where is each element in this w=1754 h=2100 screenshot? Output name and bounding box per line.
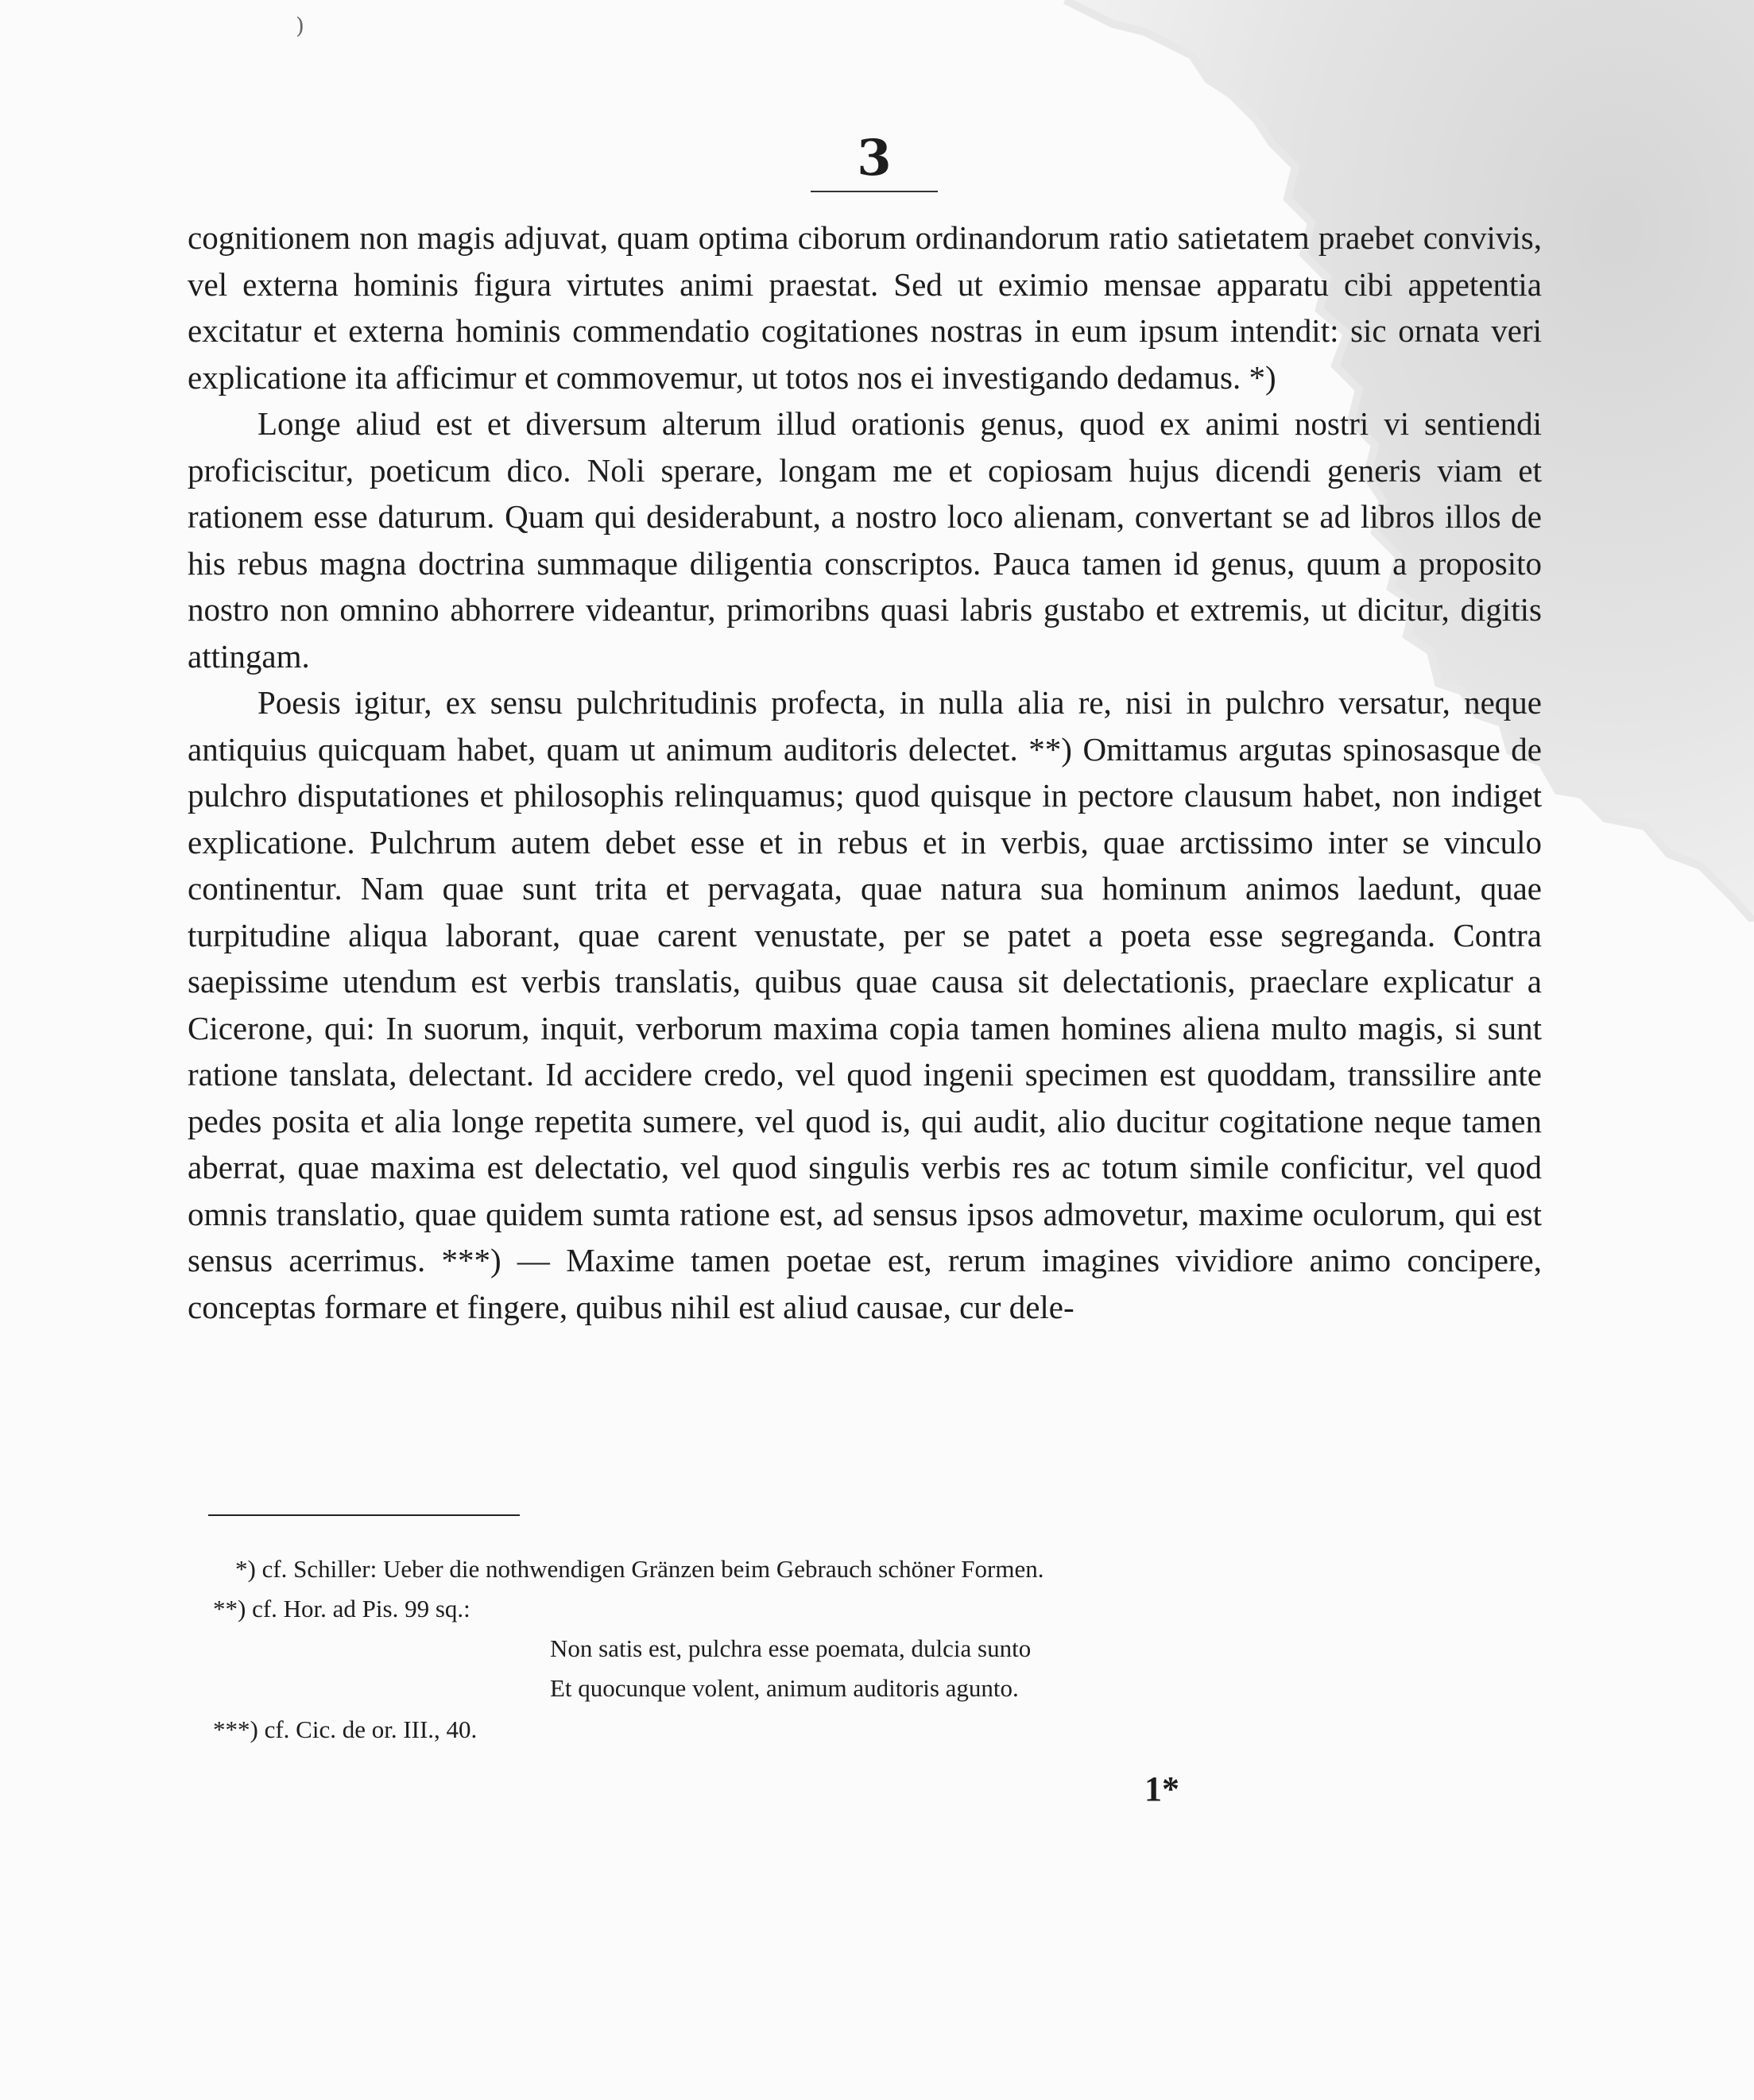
footnote: ***) cf. Cic. de or. III., 40. — [213, 1715, 478, 1743]
footnote-quote-line: Non satis est, pulchra esse poemata, dulcia sunto — [550, 1634, 1032, 1662]
footnote: *) cf. Schiller: Ueber die nothwendigen Gränzen beim Gebrauch schöner Formen. — [235, 1555, 1044, 1583]
page-number: 3 — [857, 129, 892, 187]
footnotes — [213, 1549, 1524, 1750]
footnote-rule — [208, 1514, 520, 1516]
signature-mark: 1* — [1144, 1769, 1179, 1808]
footnote-quote-line: Et quocunque volent, animum auditoris agunto. — [550, 1674, 1019, 1702]
paragraph: cognitionem non magis adjuvat, quam optima ciborum ordinandorum ratio satietatem praebet convivis, vel externa hominis figura virtutes animi praestat. Sed ut eximio mensae apparatu cibi appetentia excitatur et externa hominis commendatio cogitationes nostras in eum ipsum intendit: sic ornata veri explicatione ita afficimur et commovemur, ut totos nos ei investigando dedamus. *) — [188, 219, 1542, 396]
body-text — [188, 215, 1542, 1330]
margin-mark: ) — [296, 13, 304, 39]
paragraph: Poesis igitur, ex sensu pulchritudinis profecta, in nulla alia re, nisi in pulchro versatur, neque antiquius quicquam habet, quam ut animum auditoris delectet. **) Omittamus argutas spinosasque de pulchro disputationes et philosophis relinquamus; quod quisque in pectore clausum habet, non indiget explicatione. Pulchrum autem debet esse et in rebus et in verbis, quae arctissimo inter se vinculo continentur. Nam quae sunt trita et pervagata, quae natura sua hominum animos laedunt, quae turpitudine aliqua laborant, quae carent venustate, per se patet a poeta esse segreganda. Contra saepissime utendum est verbis translatis, quibus quae causa sit delectationis, praeclare explicatur a Cicerone, qui: In suorum, inquit, verborum maxima copia tamen homines aliena multo magis, si sunt ratione tanslata, delectant. Id accidere credo, vel quod ingenii specimen est quoddam, transsilire ante pedes posita et alia longe repetita sumere, vel quod is, qui audit, alio ducitur cogitatione neque tamen aberrat, quae maxima est delectatio, vel quod singulis verbis res ac totum simile conficitur, vel quod omnis translatio, quae quidem sumta ratione est, ad sensus ipsos admovetur, maxime oculorum, qui est sensus acerrimus. ***) — Maxime tamen poetae est, rerum imagines vividiore animo concipere, conceptas formare et fingere, quibus nihil est aliud causae, cur dele- — [188, 684, 1542, 1325]
header-rule — [811, 191, 938, 192]
footnote: **) cf. Hor. ad Pis. 99 sq.: — [213, 1595, 470, 1622]
paragraph: Longe aliud est et diversum alterum illud orationis genus, quod ex animi nostri vi sentiendi proficiscitur, poeticum dico. Noli sperare, longam me et copiosam hujus dicendi generis viam et rationem esse daturum. Quam qui desiderabunt, a nostro loco alienam, convertant se ad libros illos de his rebus magna doctrina summaque diligentia conscriptos. Pauca tamen id genus, quum a proposito nostro non omnino abhorrere videantur, primoribns quasi labris gustabo et extremis, ut dicitur, digitis attingam. — [188, 405, 1542, 675]
